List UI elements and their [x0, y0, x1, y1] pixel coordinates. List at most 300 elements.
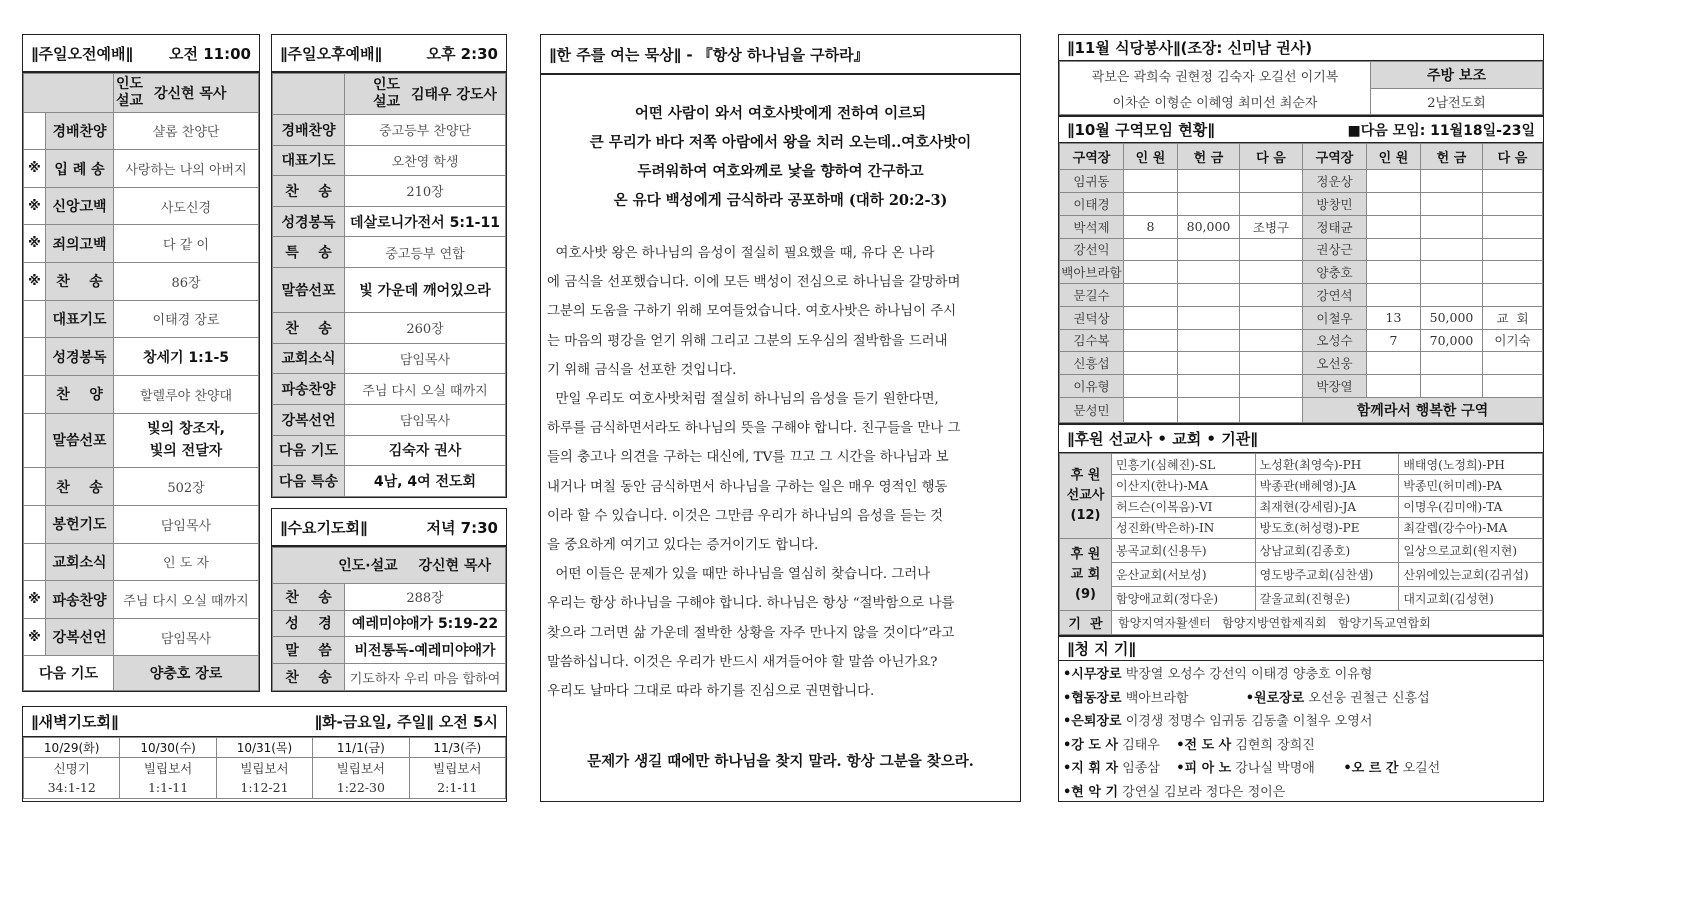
district-next [1240, 238, 1303, 261]
district-next: 교 회 [1483, 306, 1543, 329]
steward-row-sisa [1063, 663, 1539, 687]
district-leader: 문성민 [1060, 397, 1124, 422]
church-row [1060, 539, 1543, 563]
star-mark: ※ [24, 263, 46, 301]
district-offering [1421, 215, 1483, 238]
dawn-date: 10/29(화) [24, 738, 120, 758]
scripture-line: 온 유다 백성에게 금식하라 공포하매 (대하 20:2-3) [613, 192, 948, 209]
wonro-label: •원로장로 [1245, 690, 1305, 706]
morning-leader-name: 강신현 목사 [153, 85, 227, 102]
district-next [1240, 170, 1303, 193]
district-offering [1178, 284, 1240, 307]
afternoon-rows [273, 114, 506, 496]
steward-row-gangdo [1063, 734, 1539, 758]
district-row [1060, 238, 1543, 261]
order-label: 강복선언 [46, 618, 114, 656]
order-value: 사랑하는 나의 아버지 [114, 150, 259, 188]
order-label: 성경봉독 [273, 206, 345, 237]
morning-order-row [24, 338, 259, 376]
steward-title: ∥청 지 기∥ [1067, 640, 1136, 658]
district-count [1367, 215, 1421, 238]
district-next [1240, 352, 1303, 375]
body-line: 들의 충고나 의견을 구하는 대신에, TV를 끄고 그 시간을 하나님과 보 [547, 450, 949, 466]
district-offering [1178, 193, 1240, 216]
order-label: 교회소식 [46, 543, 114, 581]
order-value: 예레미야애가 5:19-22 [345, 610, 506, 637]
church-label: 후 원 교 회 (9) [1060, 539, 1112, 611]
star-mark: ※ [24, 225, 46, 263]
afternoon-order-row [273, 237, 506, 268]
order-label: 교회소식 [273, 343, 345, 374]
morning-next-value: 양충호 장로 [114, 656, 259, 691]
wednesday-order-row [273, 664, 506, 691]
dawn-books-row [24, 758, 506, 799]
order-value: 담임목사 [114, 505, 259, 543]
afternoon-order-table [272, 73, 506, 497]
dawn-date: 10/30(수) [120, 738, 216, 758]
morning-order-row [24, 413, 259, 468]
church-item: 영도방주교회(심찬샘) [1255, 563, 1399, 587]
district-offering [1421, 238, 1483, 261]
district-leader: 신흥섭 [1060, 352, 1124, 375]
wednesday-order-row [273, 610, 506, 637]
meditation-title: ∥한 주를 여는 묵상∥ - 『항상 하나님을 구하라』 [549, 45, 869, 64]
wednesday-service-time: 저녁 7:30 [426, 518, 498, 537]
afternoon-order-row [273, 114, 506, 145]
missionary-item: 성진화(박은하)-IN [1112, 517, 1256, 538]
dawn-prayer-title: ∥새벽기도회∥ [31, 713, 119, 731]
district-leader: 임귀동 [1060, 170, 1124, 193]
dawn-verse: 1:22-30 [336, 780, 385, 795]
body-line: 여호사밧 왕은 하나님의 음성이 절실히 필요했을 때, 유다 온 나라 [547, 246, 935, 261]
afternoon-order-row [273, 176, 506, 207]
morning-order-row [24, 618, 259, 656]
district-row [1060, 397, 1543, 422]
org-row [1060, 611, 1543, 635]
district-offering [1421, 261, 1483, 284]
district-col-header: 헌 금 [1421, 144, 1483, 170]
star-mark [24, 468, 46, 506]
dawn-book: 빌립보서 [240, 761, 289, 776]
district-next [1240, 375, 1303, 398]
district-next [1240, 284, 1303, 307]
district-leader: 강선익 [1060, 238, 1124, 261]
church-item: 갈울교회(진형운) [1255, 587, 1399, 611]
district-next [1483, 238, 1543, 261]
meditation-header [541, 35, 1020, 75]
district-count [1124, 375, 1178, 398]
dawn-book: 빌립보서 [143, 761, 193, 776]
order-label: 말씀선포 [273, 268, 345, 313]
district-count [1367, 375, 1421, 398]
missionary-item: 방도호(허성령)-PE [1255, 517, 1399, 538]
district-row [1060, 329, 1543, 352]
district-table [1059, 143, 1543, 423]
order-label: 죄의고백 [46, 225, 114, 263]
scripture-line: 큰 무리가 바다 저쪽 아람에서 왕을 치러 오는데..여호사밧이 [589, 134, 972, 151]
morning-order-table [23, 73, 259, 691]
district-count: 13 [1367, 306, 1421, 329]
order-value: 210장 [345, 176, 506, 207]
district-next [1483, 284, 1543, 307]
wednesday-leader-label: 인도·설교 [338, 558, 398, 575]
district-count [1367, 193, 1421, 216]
afternoon-order-row [273, 404, 506, 435]
morning-rows [24, 112, 259, 656]
kitchen-line2: 이차순 이형순 이혜영 최미선 최순자 [1060, 89, 1371, 115]
order-label: 파송찬양 [46, 581, 114, 619]
morning-service-box [22, 34, 260, 692]
body-line: 에 금식을 선포했습니다. 이에 모든 백성이 전심으로 하나님을 갈망하며 [547, 275, 961, 291]
district-row [1060, 306, 1543, 329]
eunto-label: •은퇴장로 [1063, 714, 1122, 729]
district-offering [1178, 238, 1240, 261]
body-line: 우리도 날마다 그대로 따라 하기를 진심으로 권면합니다. [547, 684, 875, 700]
missionary-item: 최갈렙(강수아)-MA [1399, 517, 1543, 538]
dawn-reading [216, 758, 312, 799]
star-mark [24, 112, 46, 150]
dawn-verse: 2:1-11 [437, 780, 478, 795]
dawn-book: 빌립보서 [336, 761, 386, 776]
order-label: 찬 양 [46, 375, 114, 413]
star-mark: ※ [24, 150, 46, 188]
wednesday-service-title: ∥수요기도회∥ [280, 518, 368, 537]
body-line: 그분의 도움을 구하기 위해 모여들었습니다. 여호사밧은 하나님이 주시 [547, 304, 957, 320]
district-next [1483, 170, 1543, 193]
district-leader: 문길수 [1060, 284, 1124, 307]
missionary-row [1060, 475, 1543, 496]
kitchen-table [1059, 61, 1543, 115]
support-title: ∥후원 선교사 • 교회 • 기관∥ [1067, 430, 1258, 448]
district-leader: 김수복 [1060, 329, 1124, 352]
support-box [1058, 424, 1544, 636]
district-leader: 오성수 [1303, 329, 1367, 352]
afternoon-order-row [273, 145, 506, 176]
district-next [1240, 397, 1303, 422]
scripture-line: 어떤 사람이 와서 여호사밧에게 전하여 이르되 [634, 105, 927, 122]
body-line: 는 마음의 평강을 얻기 위해 그리고 그분의 도우심의 절박함을 드러내 [547, 333, 948, 349]
morning-order-row [24, 112, 259, 150]
kitchen-header [1059, 35, 1543, 61]
star-mark [24, 338, 46, 376]
district-col-header: 다 음 [1483, 144, 1543, 170]
district-col-header: 인 원 [1124, 144, 1178, 170]
star-mark: ※ [24, 618, 46, 656]
missionary-item: 이명우(김미애)-TA [1399, 496, 1543, 517]
church-item: 대지교회(김성현) [1399, 587, 1543, 611]
order-value: 빛의 창조자, 빛의 전달자 [114, 413, 259, 468]
hyeop-label: •협동장로 [1063, 690, 1122, 706]
missionary-item: 배태영(노정희)-PH [1399, 454, 1543, 475]
district-next: 이기숙 [1483, 329, 1543, 352]
district-count [1124, 261, 1178, 284]
wednesday-leader-row [273, 548, 506, 584]
district-leader: 이태경 [1060, 193, 1124, 216]
order-value: 데살로니가전서 5:1-11 [345, 206, 506, 237]
district-header [1059, 117, 1543, 143]
morning-service-time: 오전 11:00 [169, 44, 251, 63]
wednesday-leader-name: 강신현 목사 [418, 558, 491, 575]
org-items: 함양지역자활센터 함양지방연합제직회 함양기독교연합회 [1112, 611, 1543, 635]
morning-leader-row [24, 74, 259, 113]
jihwi-label: •지 휘 자 [1063, 761, 1119, 776]
order-label: 경배찬양 [273, 114, 345, 145]
dawn-book: 신명기 [53, 761, 90, 776]
church-item: 봉곡교회(신용두) [1112, 539, 1256, 563]
meditation-scripture [541, 99, 1020, 215]
steward-header [1059, 637, 1543, 661]
dawn-date: 11/1(금) [313, 738, 409, 758]
church-item: 함양애교회(정다운) [1112, 587, 1256, 611]
district-col-header: 헌 금 [1178, 144, 1240, 170]
star-mark [24, 300, 46, 338]
district-leader: 이철우 [1303, 306, 1367, 329]
order-value: 오찬영 학생 [345, 145, 506, 176]
district-next [1240, 193, 1303, 216]
district-row [1060, 352, 1543, 375]
morning-order-row [24, 150, 259, 188]
morning-service-title: ∥주일오전예배∥ [31, 44, 133, 63]
district-count [1367, 170, 1421, 193]
order-value: 중고등부 연합 [345, 237, 506, 268]
district-next [1483, 215, 1543, 238]
meditation-box [540, 34, 1021, 802]
missionary-item: 이산지(한나)-MA [1112, 475, 1256, 496]
district-offering [1178, 329, 1240, 352]
support-rows [1060, 454, 1543, 635]
district-box [1058, 116, 1544, 424]
organ-names: 오길선 [1402, 761, 1441, 776]
order-label: 성 경 [273, 610, 345, 637]
district-offering: 50,000 [1421, 306, 1483, 329]
missionary-item: 박종민(허미례)-PA [1399, 475, 1543, 496]
body-line: 어떤 이들은 문제가 있을 때만 하나님을 열심히 찾습니다. 그러나 [547, 567, 931, 583]
dawn-book: 빌립보서 [433, 761, 482, 776]
jeondo-label: •전 도 사 [1176, 737, 1232, 753]
afternoon-leader-row [273, 74, 506, 115]
kitchen-title: ∥11월 식당봉사∥(조장: 신미남 권사) [1067, 39, 1313, 57]
kitchen-line1: 곽보은 곽희숙 권현정 김숙자 오길선 이기복 [1060, 62, 1371, 89]
district-next [1240, 306, 1303, 329]
district-footer: 함께라서 행복한 구역 [1303, 397, 1543, 422]
morning-order-row [24, 505, 259, 543]
order-value: 260장 [345, 313, 506, 344]
dawn-verse: 1:1-11 [147, 780, 189, 795]
order-label: 파송찬양 [273, 374, 345, 405]
wednesday-service-box [271, 508, 507, 692]
wonro-names: 오선웅 권철근 신흥섭 [1308, 690, 1430, 706]
morning-order-row [24, 300, 259, 338]
order-label: 다음 기도 [273, 435, 345, 466]
order-label: 찬 송 [273, 664, 345, 691]
district-next [1483, 352, 1543, 375]
district-count: 7 [1367, 329, 1421, 352]
district-offering [1421, 193, 1483, 216]
morning-order-row [24, 187, 259, 225]
star-mark [24, 543, 46, 581]
order-value: 기도하자 우리 마음 합하여 [345, 664, 506, 691]
body-line: 하루를 금식하면서라도 하나님의 뜻을 구해야 합니다. 친구들을 만나 그 [547, 421, 961, 437]
order-value: 다 같 이 [114, 225, 259, 263]
order-label: 찬 송 [273, 176, 345, 207]
order-label: 대표기도 [46, 300, 114, 338]
district-count [1124, 238, 1178, 261]
body-line: 말씀하십니다. 이것은 우리가 반드시 새겨들어야 할 말씀 아닌가요? [547, 654, 938, 670]
dawn-prayer-box [22, 706, 507, 802]
body-line: 찾으라 그러면 삶 가운데 절박한 상황을 자주 만나지 않을 것이다”라고 [547, 625, 955, 641]
district-count [1124, 170, 1178, 193]
wednesday-order-table [272, 547, 506, 691]
district-leader: 방창민 [1303, 193, 1367, 216]
order-value: 할렐루야 찬양대 [114, 375, 259, 413]
district-col-header: 구역장 [1060, 144, 1124, 170]
steward-row-eunto [1063, 710, 1539, 734]
wednesday-service-header [272, 509, 506, 547]
afternoon-service-title: ∥주일오후예배∥ [280, 44, 382, 63]
district-count [1367, 352, 1421, 375]
district-count [1124, 193, 1178, 216]
district-row [1060, 193, 1543, 216]
afternoon-service-box [271, 34, 507, 498]
order-value: 담임목사 [345, 404, 506, 435]
body-line: 우리는 항상 하나님을 구해야 합니다. 하나님은 항상 “절박함으로 나를 [547, 596, 955, 612]
district-leader: 정태균 [1303, 215, 1367, 238]
church-item: 일상으로교회(원지현) [1399, 539, 1543, 563]
afternoon-service-time: 오후 2:30 [426, 44, 498, 63]
order-label: 말 씀 [273, 637, 345, 664]
order-label: 강복선언 [273, 404, 345, 435]
wednesday-order-row [273, 637, 506, 664]
church-item: 운산교회(서보성) [1112, 563, 1256, 587]
missionary-row [1060, 517, 1543, 538]
district-next [1483, 375, 1543, 398]
order-value: 빛 가운데 깨어있으라 [345, 268, 506, 313]
district-row [1060, 261, 1543, 284]
order-label: 말씀선포 [46, 413, 114, 468]
district-header-row [1060, 144, 1543, 170]
dawn-verse: 1:12-21 [240, 780, 289, 795]
afternoon-order-row [273, 206, 506, 237]
morning-order-row [24, 581, 259, 619]
hyeop-names: 백아브라함 [1125, 690, 1189, 706]
order-value: 주님 다시 오실 때까지 [114, 581, 259, 619]
body-line: 이라 할 수 있습니다. 이것은 그만큼 우리가 하나님의 음성을 듣는 것 [547, 508, 944, 524]
church-item: 산위에있는교회(김귀섭) [1399, 563, 1543, 587]
missionary-row [1060, 454, 1543, 475]
district-row [1060, 375, 1543, 398]
kitchen-aux-label: 주방 보조 [1371, 62, 1543, 89]
afternoon-order-row [273, 435, 506, 466]
missionary-item: 최재현(강세림)-JA [1255, 496, 1399, 517]
piano-label: •피 아 노 [1176, 761, 1232, 776]
order-value: 담임목사 [114, 618, 259, 656]
sisa-label: •시무장로 [1063, 667, 1122, 682]
order-value: 김숙자 권사 [345, 435, 506, 466]
order-label: 신앙고백 [46, 187, 114, 225]
dawn-reading [24, 758, 120, 799]
order-label: 다음 특송 [273, 466, 345, 497]
order-value: 창세기 1:1-5 [114, 338, 259, 376]
dawn-prayer-header [23, 707, 506, 737]
district-count: 8 [1124, 215, 1178, 238]
district-next-meeting: ■다음 모임: 11월18일-23일 [1347, 122, 1535, 139]
body-line: 만일 우리도 여호사밧처럼 절실히 하나님의 음성을 듣기 원한다면, [547, 392, 939, 408]
dawn-date: 10/31(목) [216, 738, 312, 758]
order-label: 성경봉독 [46, 338, 114, 376]
district-count [1367, 284, 1421, 307]
steward-row-hyeop [1063, 687, 1539, 711]
order-label: 찬 송 [46, 263, 114, 301]
order-label: 찬 송 [273, 583, 345, 610]
org-label: 기 관 [1060, 611, 1112, 635]
dawn-reading [313, 758, 409, 799]
district-count [1124, 329, 1178, 352]
body-line: 내거나 며칠 동안 금식하면서 하나님을 구하는 일은 매우 영적인 행동 [547, 479, 948, 495]
district-row [1060, 284, 1543, 307]
missionary-item: 허드슨(이복음)-VI [1112, 496, 1256, 517]
church-row [1060, 563, 1543, 587]
dawn-prayer-time: ∥화-금요일, 주일∥ 오전 5시 [314, 713, 498, 731]
district-offering [1178, 397, 1240, 422]
hyeonak-label: •현 악 기 [1063, 784, 1119, 800]
district-next: 조병구 [1240, 215, 1303, 238]
star-mark: ※ [24, 187, 46, 225]
order-value: 주님 다시 오실 때까지 [345, 374, 506, 405]
district-offering [1178, 261, 1240, 284]
missionary-item: 노성환(최영숙)-PH [1255, 454, 1399, 475]
district-col-header: 다 음 [1240, 144, 1303, 170]
district-rows [1060, 170, 1543, 423]
district-row [1060, 215, 1543, 238]
district-offering: 80,000 [1178, 215, 1240, 238]
morning-order-row [24, 375, 259, 413]
sisa-names: 박장열 오성수 강선익 이태경 양충호 이유형 [1125, 667, 1373, 682]
order-value: 담임목사 [345, 343, 506, 374]
district-count [1124, 352, 1178, 375]
jihwi-names: 임종삼 [1122, 761, 1160, 776]
dawn-reading [409, 758, 505, 799]
eunto-names: 이경생 정명수 임귀동 김동출 이철우 오영서 [1125, 714, 1373, 729]
district-offering [1178, 170, 1240, 193]
district-leader: 권덕상 [1060, 306, 1124, 329]
afternoon-order-row [273, 466, 506, 497]
order-label: 경배찬양 [46, 112, 114, 150]
order-label: 특 송 [273, 237, 345, 268]
missionary-item: 박종관(배혜영)-JA [1255, 475, 1399, 496]
support-table [1059, 453, 1543, 635]
star-mark [24, 413, 46, 468]
steward-list [1059, 661, 1543, 806]
body-line: 기 위해 금식을 선포한 것입니다. [547, 362, 737, 378]
district-count [1367, 238, 1421, 261]
district-col-header: 구역장 [1303, 144, 1367, 170]
district-title: ∥10월 구역모임 현황∥ [1067, 121, 1215, 139]
district-leader: 이유형 [1060, 375, 1124, 398]
district-next [1240, 261, 1303, 284]
meditation-closing: 문제가 생길 때에만 하나님을 찾지 말라. 항상 그분을 찾으라. [587, 753, 974, 770]
body-line: 을 중요하게 여기고 있다는 증거이기도 합니다. [547, 538, 819, 554]
order-label: 찬 송 [273, 313, 345, 344]
order-value: 86장 [114, 263, 259, 301]
meditation-body [541, 239, 1020, 706]
morning-order-row [24, 225, 259, 263]
order-value: 비전통독-예레미야애가 [345, 637, 506, 664]
district-leader: 권상근 [1303, 238, 1367, 261]
district-offering [1178, 352, 1240, 375]
hyeonak-names: 강연실 김보라 정다은 정이은 [1122, 784, 1286, 800]
district-leader: 박석제 [1060, 215, 1124, 238]
morning-next-prayer-row [24, 656, 259, 691]
